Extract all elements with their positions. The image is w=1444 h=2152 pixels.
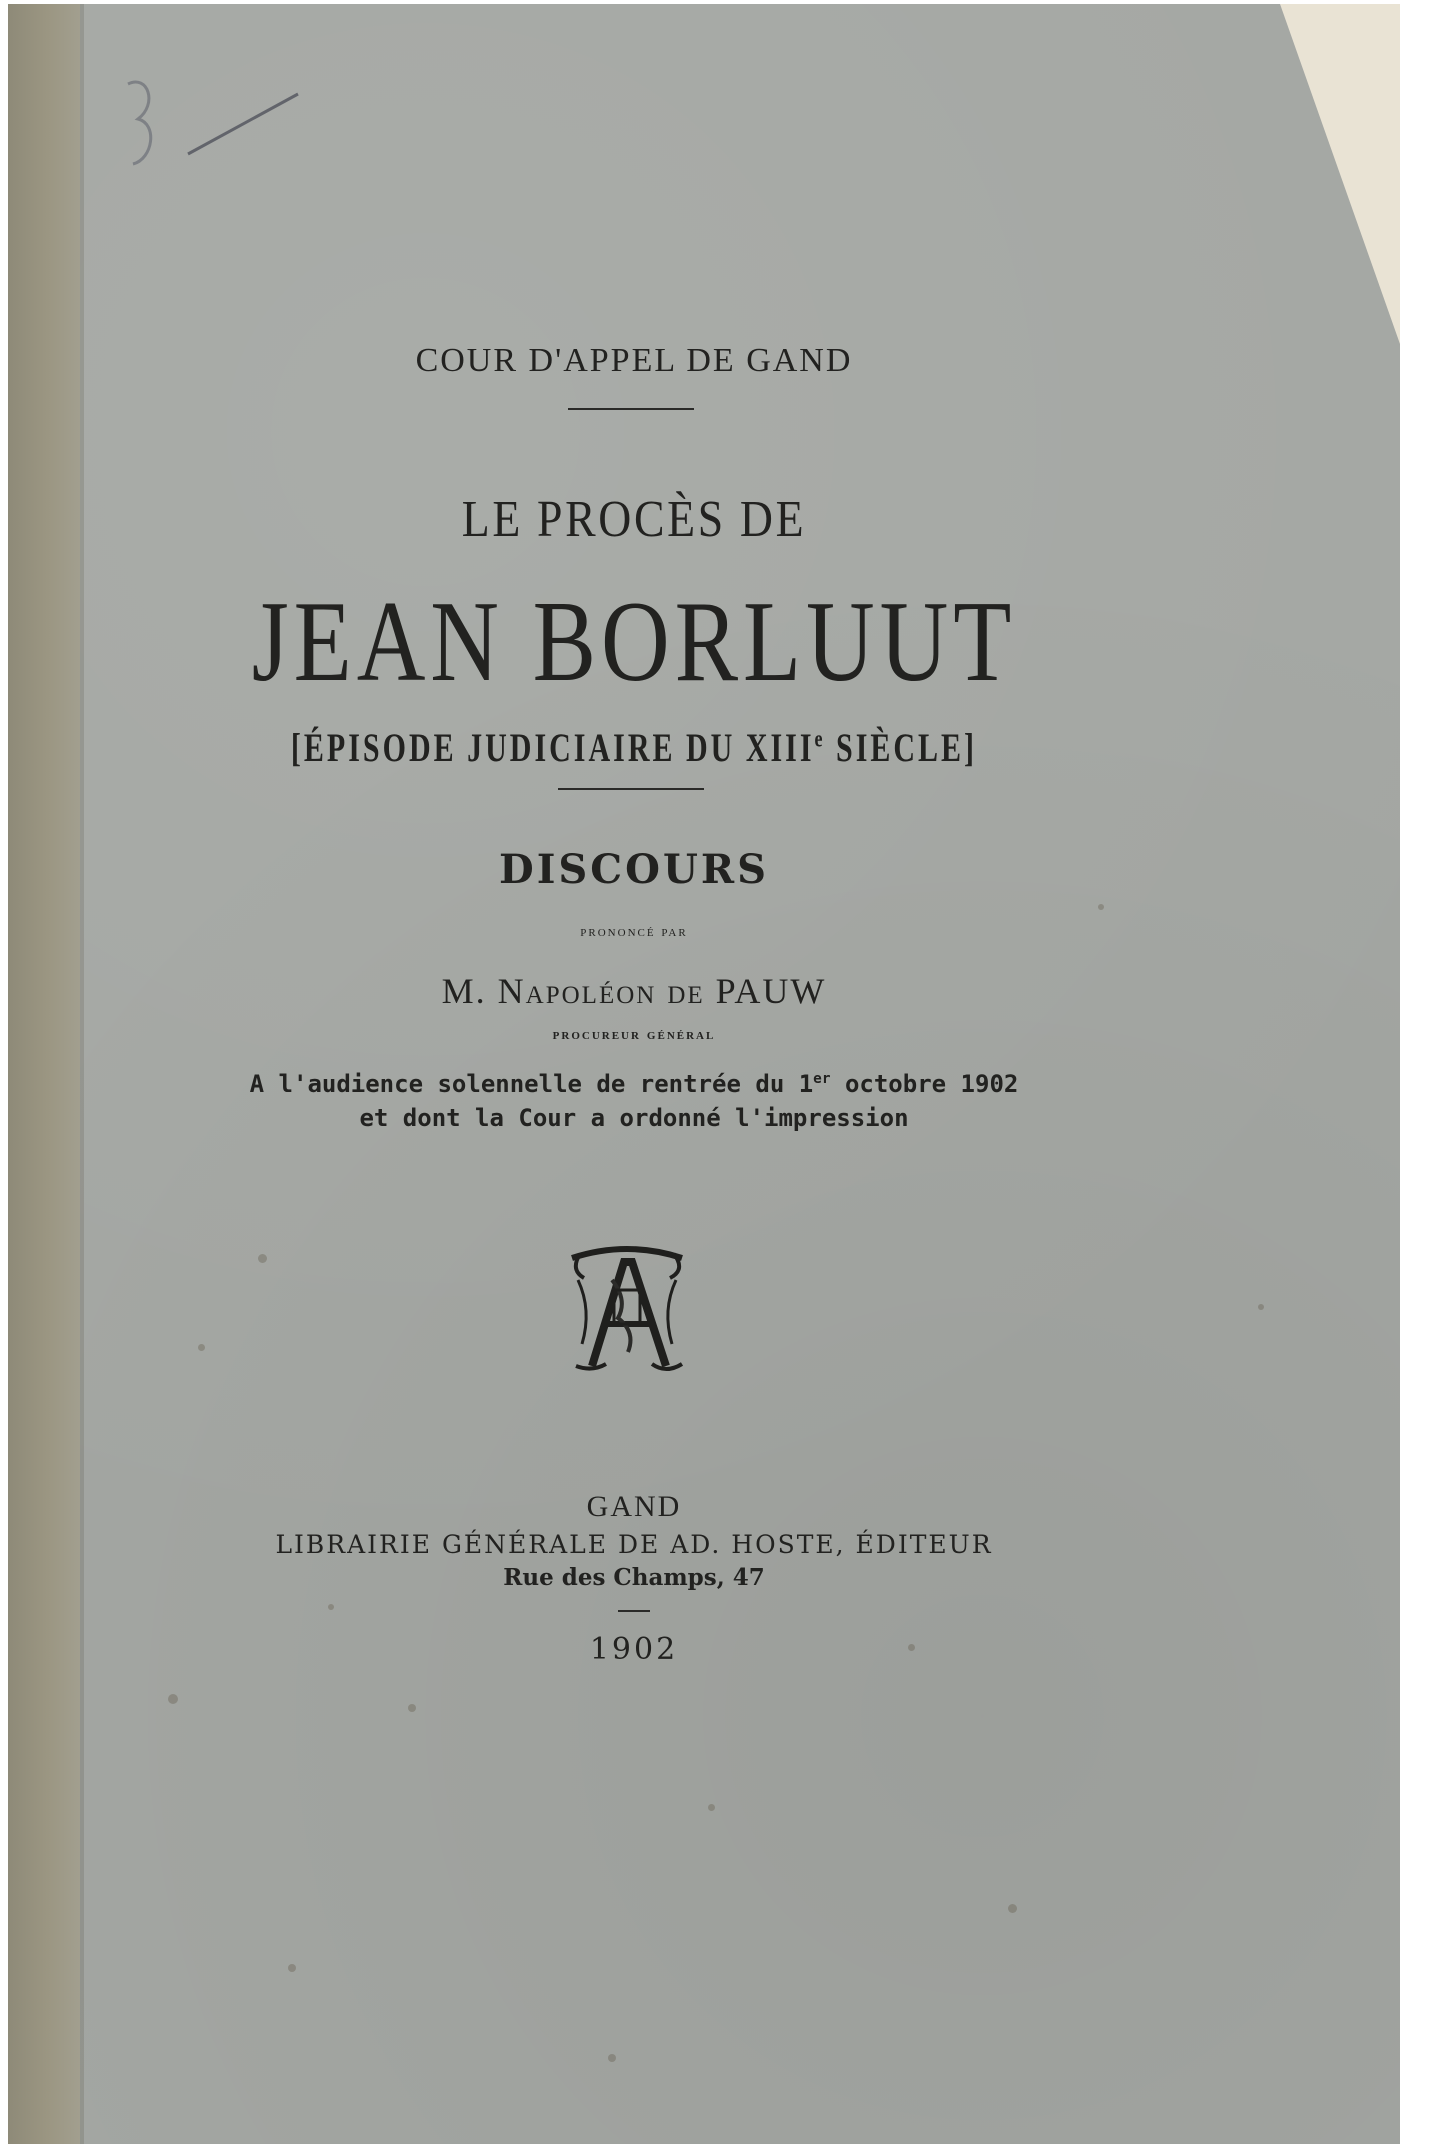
audience-text-pre: A l'audience solennelle de rentrée du 1: [249, 1070, 814, 1098]
divider-bottom: [618, 1610, 650, 1612]
court-heading: COUR D'APPEL DE GAND: [415, 342, 853, 379]
publisher-monogram-icon: [562, 1240, 692, 1376]
publisher-address: Rue des Champs, 47: [503, 1564, 765, 1591]
audience-superscript: er: [813, 1071, 831, 1087]
foxing-spot: [1098, 904, 1104, 910]
episode-superscript: e: [814, 726, 826, 753]
orator-surname: PAUW: [715, 971, 827, 1011]
torn-corner: [1280, 4, 1400, 344]
orator-name: [8, 970, 1260, 1012]
foxing-spot: [288, 1964, 296, 1972]
publication-city: GAND: [586, 1490, 682, 1523]
foxing-spot: [168, 1694, 178, 1704]
audience-line-2: et dont la Cour a ordonné l'impression: [359, 1104, 909, 1132]
foxing-spot: [258, 1254, 267, 1263]
title-line-1: LE PROCÈS DE: [461, 491, 807, 548]
episode-text-post: SIÈCLE]: [825, 725, 978, 770]
foxing-spot: [328, 1604, 334, 1610]
audience-line-1: [8, 1070, 1260, 1098]
foxing-spot: [1258, 1304, 1264, 1310]
episode-text-pre: [ÉPISODE JUDICIAIRE DU XIII: [290, 725, 815, 770]
orator-prefix: M.: [441, 971, 487, 1011]
orator-given-name: Napoléon de: [497, 971, 705, 1011]
divider-top: [568, 408, 694, 410]
divider-middle: [558, 788, 704, 790]
title-line-2: JEAN BORLUUT: [251, 578, 1017, 706]
foxing-spot: [198, 1344, 205, 1351]
book-cover: [8, 4, 1400, 2144]
pencil-annotation-icon: [108, 64, 308, 174]
discours-heading: DISCOURS: [499, 846, 769, 893]
subtitle-episode: [165, 724, 1104, 771]
audience-text-post: octobre 1902: [830, 1070, 1019, 1098]
orator-rank: procureur général: [552, 1026, 716, 1043]
foxing-spot: [608, 2054, 616, 2062]
foxing-spot: [708, 1804, 715, 1811]
prononce-par: prononcé par: [580, 924, 688, 940]
foxing-spot: [1008, 1904, 1017, 1913]
foxing-spot: [408, 1704, 416, 1712]
publication-year: 1902: [589, 1632, 679, 1667]
publisher-name: LIBRAIRIE GÉNÉRALE DE AD. HOSTE, ÉDITEUR: [275, 1530, 993, 1559]
foxing-spot: [908, 1644, 915, 1651]
